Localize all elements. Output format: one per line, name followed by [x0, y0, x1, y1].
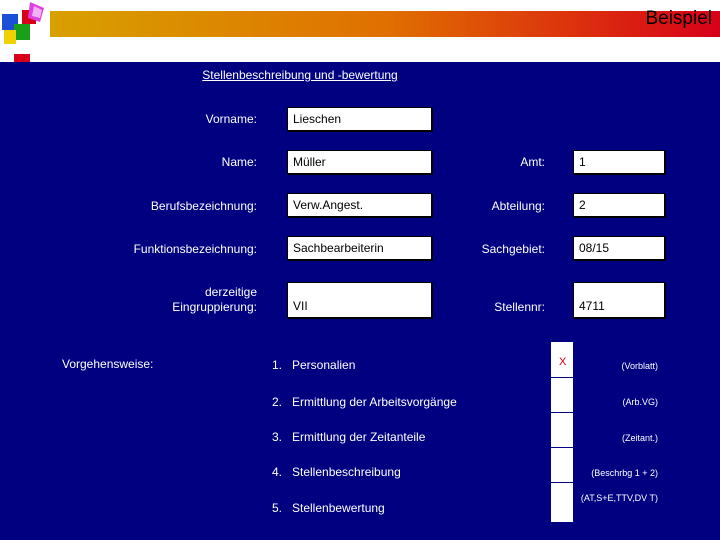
name-label: Name: [221, 155, 257, 169]
page-title: Beispiel [645, 8, 712, 29]
step-note: (Arb.VG) [622, 397, 658, 407]
step-5[interactable] [272, 501, 385, 515]
berufsbezeichnung-label: Berufsbezeichnung: [150, 199, 257, 213]
step-label: Ermittlung der Zeitanteile [292, 430, 426, 444]
step-4[interactable] [272, 465, 401, 479]
step-number: 2. [272, 395, 283, 409]
step-number: 1. [272, 358, 283, 372]
checkbox-divider [551, 412, 573, 413]
vorgehensweise-label: Vorgehensweise: [62, 357, 154, 371]
stellennr-field[interactable]: 4711 [573, 282, 665, 318]
check-mark-step-1[interactable]: X [559, 356, 567, 368]
funktionsbezeichnung-label: Funktionsbezeichnung: [133, 242, 257, 256]
checkbox-column [551, 342, 573, 522]
step-label: Personalien [292, 358, 356, 372]
step-number: 3. [272, 430, 283, 444]
eingruppierung-field[interactable]: VII [287, 282, 432, 318]
berufsbezeichnung-field[interactable]: Verw.Angest. [287, 193, 432, 217]
step-3[interactable] [272, 430, 425, 444]
step-note: (AT,S+E,TTV,DV T) [580, 493, 658, 503]
step-note: (Beschrbg 1 + 2) [591, 468, 658, 478]
form-title: Stellenbeschreibung und -bewertung [202, 68, 398, 82]
eingruppierung-label: derzeitige Eingruppierung: [172, 285, 257, 314]
checkbox-divider [551, 482, 573, 483]
step-note: (Zeitant.) [621, 433, 658, 443]
step-number: 4. [272, 465, 283, 479]
funktionsbezeichnung-field[interactable]: Sachbearbeiterin [287, 236, 432, 260]
abteilung-label: Abteilung: [491, 199, 545, 213]
abteilung-field[interactable]: 2 [573, 193, 665, 217]
step-number: 5. [272, 501, 283, 515]
vorname-field[interactable]: Lieschen [287, 107, 432, 131]
header [0, 0, 720, 62]
checkbox-divider [551, 447, 573, 448]
vorname-label: Vorname: [205, 112, 257, 126]
sachgebiet-field[interactable]: 08/15 [573, 236, 665, 260]
step-label: Ermittlung der Arbeitsvorgänge [292, 395, 457, 409]
stellennr-label: Stellennr: [494, 300, 545, 314]
checkbox-divider [551, 377, 573, 378]
amt-label: Amt: [520, 155, 545, 169]
step-label: Stellenbeschreibung [292, 465, 401, 479]
step-label: Stellenbewertung [292, 501, 385, 515]
puzzle-logo-icon [0, 0, 50, 50]
step-note: (Vorblatt) [621, 361, 658, 371]
amt-field[interactable]: 1 [573, 150, 665, 174]
step-2[interactable] [272, 395, 457, 409]
step-1[interactable] [272, 358, 355, 372]
header-gradient-bar [50, 11, 720, 37]
sachgebiet-label: Sachgebiet: [481, 242, 545, 256]
name-field[interactable]: Müller [287, 150, 432, 174]
